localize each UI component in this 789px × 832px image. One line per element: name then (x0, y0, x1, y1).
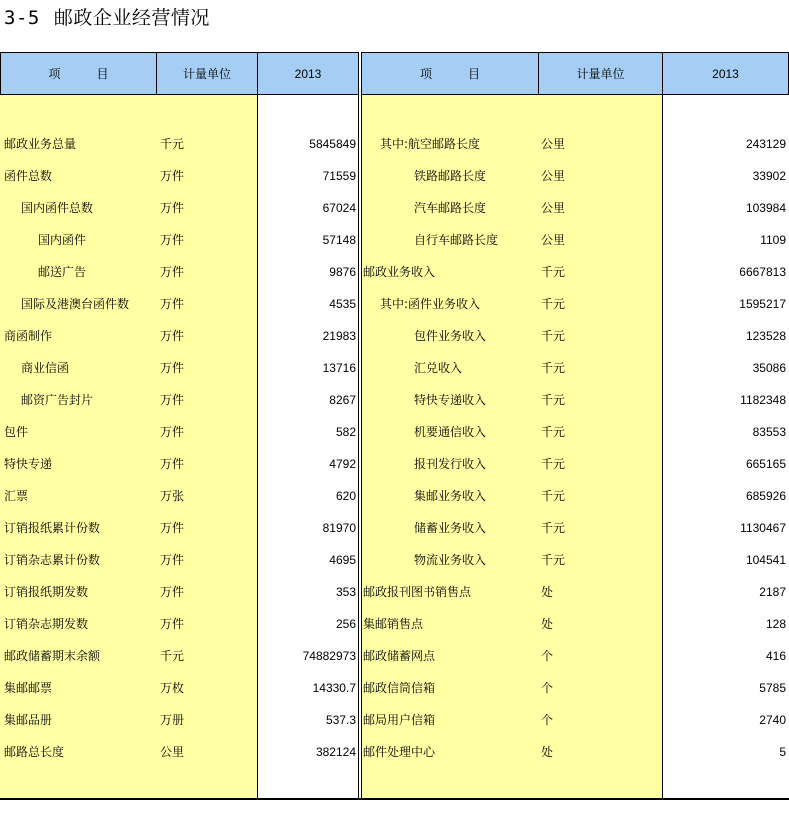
right-row-unit: 千元 (541, 553, 566, 567)
left-row-label: 邮政业务总量 (4, 137, 77, 151)
right-row-label: 储蓄业务收入 (414, 521, 487, 535)
left-row-unit: 千元 (160, 649, 185, 663)
column-divider (358, 52, 359, 800)
left-row-value: 74882973 (302, 649, 356, 663)
left-row-label: 邮政储蓄期末余额 (4, 649, 101, 663)
column-divider (361, 52, 362, 800)
table-number: 3-5 (4, 7, 40, 29)
left-row-unit: 万件 (160, 553, 185, 567)
right-row-label: 汽车邮路长度 (414, 201, 487, 215)
right-row-value: 2187 (759, 585, 786, 599)
left-row-unit: 万枚 (160, 681, 185, 695)
left-row-label: 邮路总长度 (4, 745, 65, 759)
left-row-value: 67024 (322, 201, 356, 215)
right-row-value: 33902 (752, 169, 786, 183)
left-row-label: 邮送广告 (38, 265, 87, 279)
right-row-label: 集邮销售点 (363, 617, 424, 631)
left-row-unit: 万件 (160, 425, 185, 439)
right-row-label: 集邮业务收入 (414, 489, 487, 503)
left-row-unit: 万张 (160, 489, 185, 503)
left-row-value: 4792 (329, 457, 356, 471)
left-row-unit: 万件 (160, 201, 185, 215)
left-row-unit: 公里 (160, 745, 185, 759)
right-row-value: 1130467 (740, 521, 786, 535)
right-row-unit: 个 (541, 649, 554, 663)
column-divider (257, 52, 258, 800)
right-row-unit: 处 (541, 745, 554, 759)
header-item-left: 项 目 (0, 52, 157, 95)
right-row-value: 103984 (745, 201, 786, 215)
left-row-value: 81970 (322, 521, 356, 535)
right-row-unit: 公里 (541, 137, 566, 151)
right-row-value: 5785 (759, 681, 786, 695)
left-row-unit: 万件 (160, 521, 185, 535)
right-row-label: 邮件处理中心 (363, 745, 436, 759)
right-row-label: 自行车邮路长度 (414, 233, 499, 247)
right-row-label: 报刊发行收入 (414, 457, 487, 471)
right-row-value: 6667813 (739, 265, 786, 279)
left-row-label: 商函制作 (4, 329, 53, 343)
header-item-right: 项 目 (361, 52, 539, 95)
left-row-value: 256 (335, 617, 356, 631)
left-row-unit: 万件 (160, 297, 185, 311)
left-row-label: 集邮品册 (4, 713, 53, 727)
right-row-label: 邮政业务收入 (363, 265, 436, 279)
table-title: 邮政企业经营情况 (53, 7, 210, 29)
right-row-unit: 个 (541, 713, 554, 727)
right-row-value: 665165 (745, 457, 786, 471)
right-row-value: 123528 (745, 329, 786, 343)
right-row-unit: 千元 (541, 361, 566, 375)
right-row-unit: 千元 (541, 329, 566, 343)
left-row-label: 国内函件总数 (21, 201, 94, 215)
left-row-label: 国际及港澳台函件数 (21, 297, 130, 311)
right-row-value: 104541 (745, 553, 786, 567)
right-row-value: 5 (779, 745, 786, 759)
right-row-unit: 千元 (541, 393, 566, 407)
left-row-unit: 万件 (160, 393, 185, 407)
right-row-value: 128 (765, 617, 786, 631)
right-row-unit: 千元 (541, 521, 566, 535)
right-row-unit: 公里 (541, 169, 566, 183)
left-row-label: 汇票 (4, 489, 29, 503)
right-row-value: 35086 (752, 361, 786, 375)
left-row-label: 订销报纸期发数 (4, 585, 89, 599)
left-row-unit: 万件 (160, 361, 185, 375)
left-row-unit: 万件 (160, 233, 185, 247)
left-row-value: 4695 (329, 553, 356, 567)
statistics-table (0, 52, 789, 800)
right-row-unit: 个 (541, 681, 554, 695)
right-row-label: 特快专递收入 (414, 393, 487, 407)
left-row-label: 邮资广告封片 (21, 393, 94, 407)
right-row-unit: 千元 (541, 489, 566, 503)
header-year-left: 2013 (257, 52, 359, 95)
right-row-unit: 千元 (541, 457, 566, 471)
right-row-label: 汇兑收入 (414, 361, 463, 375)
right-row-value: 1595217 (739, 297, 786, 311)
left-row-value: 14330.7 (312, 681, 356, 695)
header-unit-left: 计量单位 (156, 52, 258, 95)
right-row-label: 包件业务收入 (414, 329, 487, 343)
left-row-label: 订销杂志累计份数 (4, 553, 101, 567)
right-row-value: 1182348 (740, 393, 786, 407)
left-row-unit: 千元 (160, 137, 185, 151)
page-title (4, 5, 210, 31)
right-row-value: 83553 (752, 425, 786, 439)
left-row-value: 353 (335, 585, 356, 599)
left-row-value: 537.3 (325, 713, 356, 727)
right-row-label: 邮政储蓄网点 (363, 649, 436, 663)
left-row-label: 特快专递 (4, 457, 53, 471)
right-row-label: 铁路邮路长度 (414, 169, 487, 183)
left-row-unit: 万件 (160, 617, 185, 631)
left-row-value: 21983 (322, 329, 356, 343)
right-row-label: 邮政信筒信箱 (363, 681, 436, 695)
left-row-unit: 万件 (160, 265, 185, 279)
left-row-label: 集邮邮票 (4, 681, 53, 695)
left-row-label: 国内函件 (38, 233, 87, 247)
right-row-unit: 千元 (541, 265, 566, 279)
left-row-value: 4535 (329, 297, 356, 311)
left-row-value: 8267 (329, 393, 356, 407)
right-row-value: 416 (765, 649, 786, 663)
left-row-label: 订销报纸累计份数 (4, 521, 101, 535)
right-row-value: 2740 (759, 713, 786, 727)
left-row-label: 商业信函 (21, 361, 70, 375)
right-row-unit: 公里 (541, 201, 566, 215)
right-row-unit: 千元 (541, 425, 566, 439)
left-row-value: 9876 (329, 265, 356, 279)
right-row-label: 机要通信收入 (414, 425, 487, 439)
right-row-label: 邮政报刊图书销售点 (363, 585, 472, 599)
header-year-right: 2013 (662, 52, 789, 95)
right-row-unit: 处 (541, 585, 554, 599)
right-row-label: 其中:航空邮路长度 (380, 137, 481, 151)
left-row-value: 582 (335, 425, 356, 439)
left-row-label: 订销杂志期发数 (4, 617, 89, 631)
left-row-value: 382124 (315, 745, 356, 759)
header-unit-right: 计量单位 (538, 52, 663, 95)
left-row-label: 函件总数 (4, 169, 53, 183)
left-row-value: 620 (335, 489, 356, 503)
left-row-value: 5845849 (309, 137, 356, 151)
left-row-value: 13716 (322, 361, 356, 375)
left-row-unit: 万件 (160, 329, 185, 343)
left-row-unit: 万件 (160, 169, 185, 183)
right-row-value: 1109 (760, 233, 786, 247)
right-row-unit: 处 (541, 617, 554, 631)
right-row-label: 邮局用户信箱 (363, 713, 436, 727)
table-bottom-border (0, 798, 789, 800)
right-row-label: 物流业务收入 (414, 553, 487, 567)
left-row-unit: 万册 (160, 713, 185, 727)
left-row-value: 71559 (322, 169, 356, 183)
left-row-unit: 万件 (160, 457, 185, 471)
right-row-value: 685926 (745, 489, 786, 503)
right-row-label: 其中:函件业务收入 (380, 297, 481, 311)
left-row-label: 包件 (4, 425, 29, 439)
right-row-unit: 公里 (541, 233, 566, 247)
right-row-unit: 千元 (541, 297, 566, 311)
left-row-unit: 万件 (160, 585, 185, 599)
left-row-value: 57148 (322, 233, 356, 247)
column-divider (662, 52, 663, 800)
right-row-value: 243129 (745, 137, 786, 151)
